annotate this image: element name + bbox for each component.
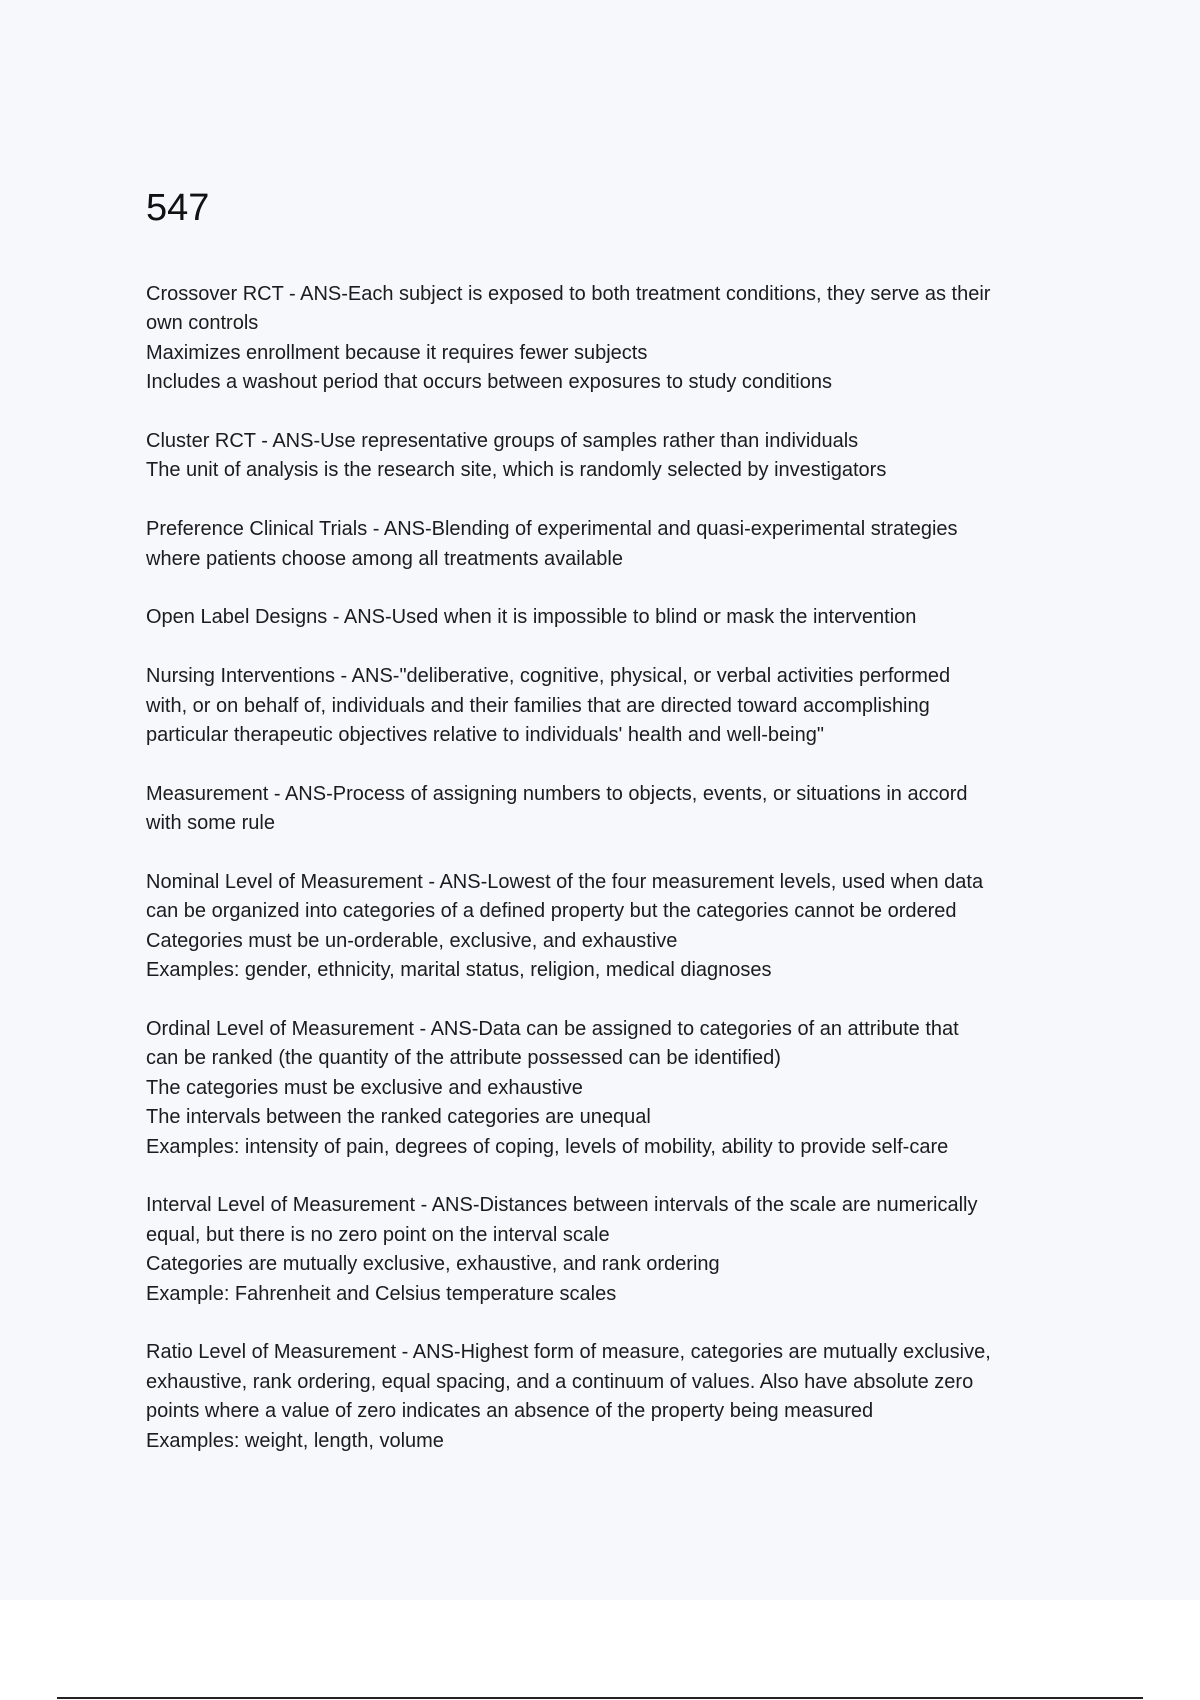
definition-entry-measurement	[146, 780, 1096, 839]
definition-line: equal, but there is no zero point on the interval scale	[146, 1223, 610, 1246]
definition-line: Example: Fahrenheit and Celsius temperature scales	[146, 1282, 617, 1305]
definition-line: exhaustive, rank ordering, equal spacing, and a continuum of values. Also have absolute zero	[146, 1370, 974, 1393]
definition-line: can be organized into categories of a defined property but the categories cannot be ordered	[146, 900, 957, 923]
definition-line: Categories are mutually exclusive, exhaustive, and rank ordering	[146, 1253, 720, 1276]
definition-line: can be ranked (the quantity of the attribute possessed can be identified)	[146, 1047, 781, 1070]
definition-entry-preference-clinical-trials	[146, 515, 1096, 574]
definition-line: Open Label Designs - ANS-Used when it is impossible to blind or mask the intervention	[146, 606, 917, 629]
definition-line: Preference Clinical Trials - ANS-Blending of experimental and quasi-experimental strategies	[146, 518, 958, 541]
definition-entry-cluster-rct	[146, 427, 1096, 486]
definition-line: Measurement - ANS-Process of assigning numbers to objects, events, or situations in accord	[146, 782, 968, 805]
definition-entry-open-label-designs	[146, 603, 1096, 632]
definition-line: Interval Level of Measurement - ANS-Distances between intervals of the scale are numerically	[146, 1194, 978, 1217]
definition-line: Examples: weight, length, volume	[146, 1429, 444, 1452]
definition-line: with, or on behalf of, individuals and their families that are directed toward accomplishing	[146, 694, 930, 717]
definition-entry-nursing-interventions	[146, 662, 1096, 750]
definition-line: Examples: intensity of pain, degrees of coping, levels of mobility, ability to provide self-care	[146, 1135, 949, 1158]
definition-line: Examples: gender, ethnicity, marital status, religion, medical diagnoses	[146, 959, 772, 982]
definition-line: The unit of analysis is the research site, which is randomly selected by investigators	[146, 459, 887, 482]
definition-line: The intervals between the ranked categories are unequal	[146, 1106, 651, 1129]
definition-list	[146, 280, 1096, 1486]
definition-entry-crossover-rct	[146, 280, 1096, 398]
definition-entry-interval-level	[146, 1191, 1096, 1309]
footer-divider	[57, 1697, 1143, 1699]
definition-entry-ratio-level	[146, 1338, 1096, 1456]
definition-line: The categories must be exclusive and exhaustive	[146, 1076, 583, 1099]
definition-line: particular therapeutic objectives relative to individuals' health and well-being"	[146, 724, 824, 747]
page-number: 547	[146, 187, 210, 229]
definition-line: Nursing Interventions - ANS-"deliberative, cognitive, physical, or verbal activities performed	[146, 665, 951, 688]
definition-entry-nominal-level	[146, 868, 1096, 986]
definition-line: where patients choose among all treatments available	[146, 547, 623, 570]
definition-line: with some rule	[146, 812, 275, 835]
definition-line: Categories must be un-orderable, exclusive, and exhaustive	[146, 929, 678, 952]
definition-line: Cluster RCT - ANS-Use representative groups of samples rather than individuals	[146, 430, 859, 453]
definition-entry-ordinal-level	[146, 1015, 1096, 1162]
definition-line: Includes a washout period that occurs between exposures to study conditions	[146, 371, 832, 394]
definition-line: Ratio Level of Measurement - ANS-Highest form of measure, categories are mutually exclusive,	[146, 1341, 991, 1364]
definition-line: Nominal Level of Measurement - ANS-Lowest of the four measurement levels, used when data	[146, 871, 984, 894]
definition-line: Ordinal Level of Measurement - ANS-Data can be assigned to categories of an attribute that	[146, 1018, 959, 1041]
definition-line: own controls	[146, 312, 259, 335]
definition-line: Maximizes enrollment because it requires fewer subjects	[146, 341, 648, 364]
definition-line: points where a value of zero indicates an absence of the property being measured	[146, 1400, 874, 1423]
definition-line: Crossover RCT - ANS-Each subject is exposed to both treatment conditions, they serve as their	[146, 283, 991, 305]
